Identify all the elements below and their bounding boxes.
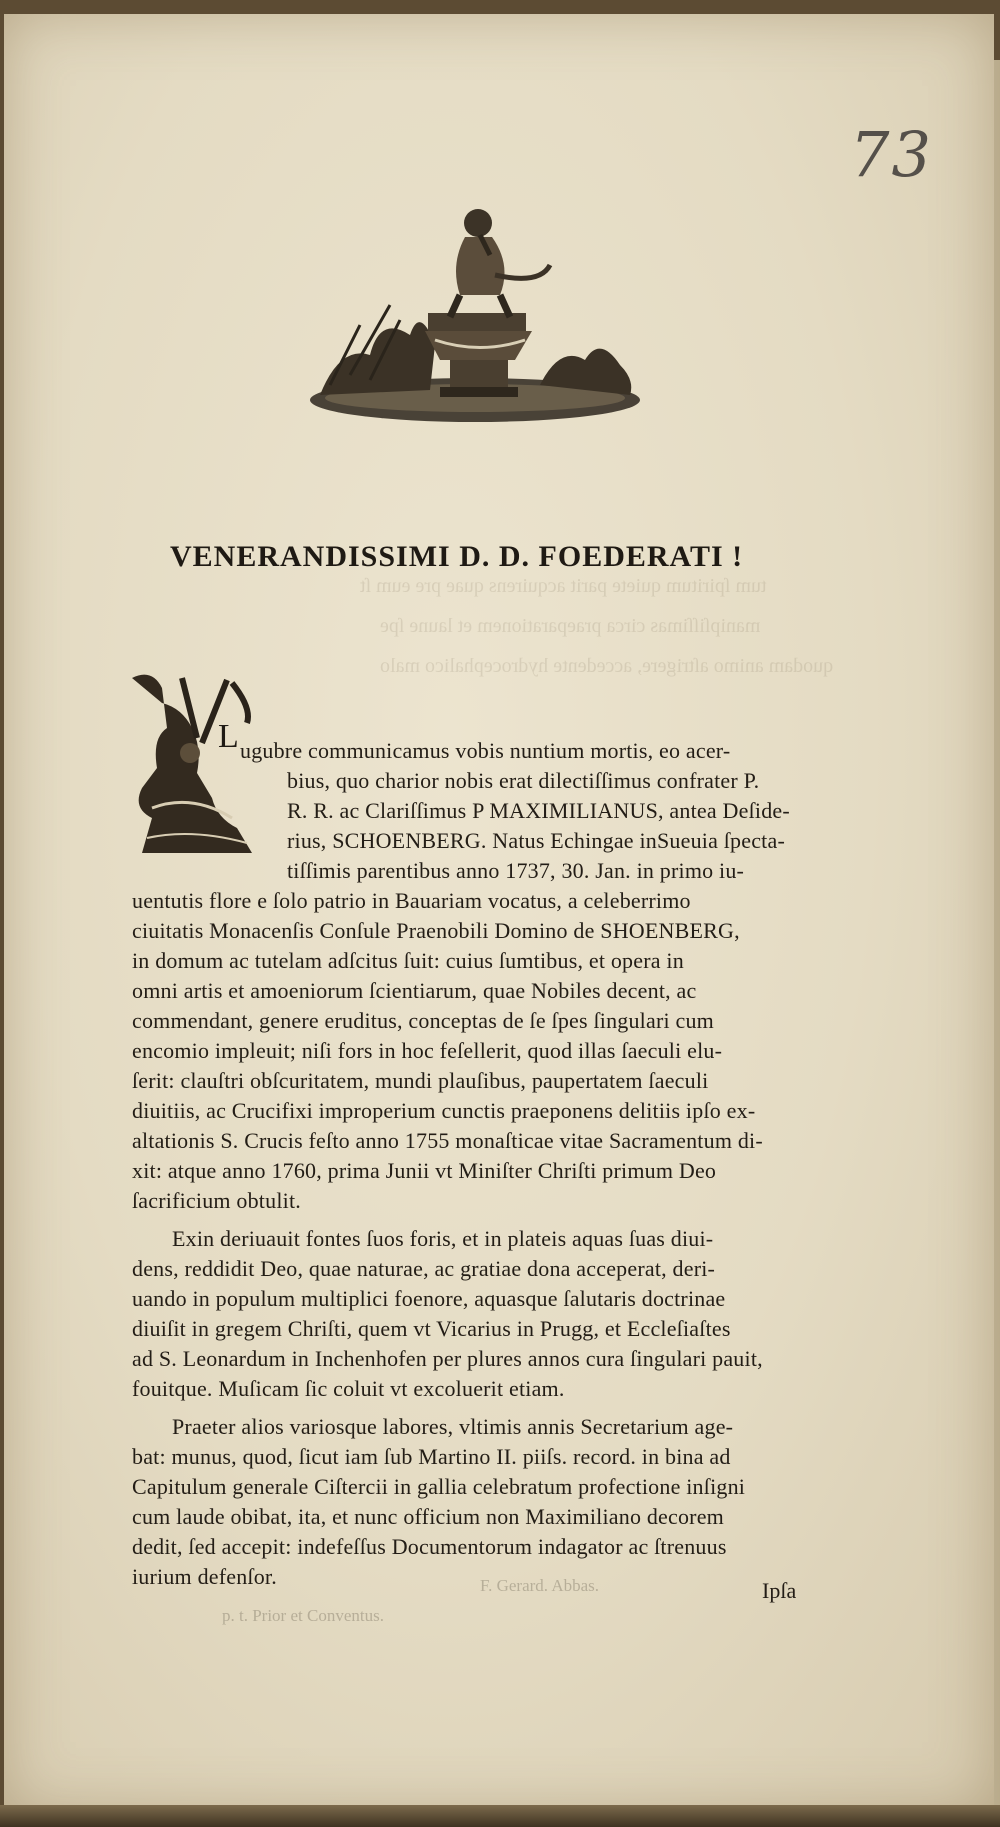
- text-line: bius, quo charior nobis erat dilectiſſimus confrater P.: [287, 768, 760, 793]
- text-line: commendant, genere eruditus, conceptas de ſe ſpes ſingulari cum: [132, 1008, 714, 1033]
- text-line: xit: atque anno 1760, prima Junii vt Miniſter Chriſti primum Deo: [132, 1158, 717, 1183]
- document-heading: VENERANDISSIMI D. D. FOEDERATI !: [170, 540, 744, 573]
- text-line: ſerit: clauſtri obſcuritatem, mundi plauſibus, paupertatem ſaeculi: [132, 1068, 709, 1093]
- text-line: R. R. ac Clariſſimus P MAXIMILIANUS, antea Deſide-: [287, 798, 790, 823]
- text-line: uentutis flore e ſolo patrio in Bauariam vocatus, a celeberrimo: [132, 888, 691, 913]
- text-line: fouitque. Muſicam ſic coluit vt excoluerit etiam.: [132, 1376, 565, 1401]
- faint-bleed-signature: p. t. Prior et Conventus.: [222, 1606, 384, 1625]
- bleed-through-text: quodam animo aſtrigere, accedente hydrocephalico malo: [380, 655, 834, 677]
- text-line: encomio impleuit; niſi fors in hoc feſellerit, quod illas ſaeculi elu-: [132, 1038, 723, 1063]
- text-line: cum laude obibat, ita, et nunc officium non Maximiliano decorem: [132, 1504, 724, 1529]
- text-line: Exin deriuauit fontes ſuos foris, et in plateis aquas ſuas diui-: [172, 1226, 714, 1251]
- text-line: tiſſimis parentibus anno 1737, 30. Jan. in primo iu-: [287, 858, 745, 883]
- text-line: uando in populum multiplici foenore, aquasque ſalutaris doctrinae: [132, 1286, 726, 1311]
- text-line: Praeter alios variosque labores, vltimis annis Secretarium age-: [172, 1414, 734, 1439]
- text-line: altationis S. Crucis feſto anno 1755 monaſticae vitae Sacramentum di-: [132, 1128, 763, 1153]
- bleed-through-text: manipſiſſimas circa praeparationem et laune ſpe: [380, 615, 761, 637]
- text-line: diuitiis, ac Crucifixi improperium cunctis praeponens delitiis ipſo ex-: [132, 1098, 756, 1123]
- text-line: in domum ac tutelam adſcitus ſuit: cuius ſumtibus, et opera in: [132, 948, 684, 973]
- folio-number: 73: [850, 118, 933, 191]
- text-line: omni artis et amoeniorum ſcientiarum, quae Nobiles decent, ac: [132, 978, 697, 1003]
- engraved-vignette-illustration: [300, 195, 650, 430]
- text-line: ugubre communicamus vobis nuntium mortis, eo acer-: [240, 738, 731, 763]
- text-line: Capitulum generale Ciſtercii in gallia celebratum profectione inſigni: [132, 1474, 746, 1499]
- text-line: ad S. Leonardum in Inchenhofen per plures annos cura ſingulari pauit,: [132, 1346, 763, 1371]
- text-line: dens, reddidit Deo, quae naturae, ac gratiae dona acceperat, deri-: [132, 1256, 716, 1281]
- text-line: dedit, ſed accepit: indefeſſus Documentorum indagator ac ſtrenuus: [132, 1534, 727, 1559]
- catchword: Ipſa: [762, 1578, 797, 1603]
- text-line: ciuitatis Monacenſis Conſule Praenobili Domino de SHOENBERG,: [132, 918, 740, 943]
- text-line: rius, SCHOENBERG. Natus Echingae inSueuia ſpecta-: [287, 828, 785, 853]
- initial-letter: L: [218, 718, 239, 755]
- text-line: diuiſit in gregem Chriſti, quem vt Vicarius in Prugg, et Eccleſiaſtes: [132, 1316, 731, 1341]
- text-line: iurium defenſor.: [132, 1564, 277, 1589]
- bleed-through-text: tum ſpiritum quiete parit acquirens quae pre eum ſt: [360, 575, 767, 597]
- faint-bleed-signature: F. Gerard. Abbas.: [480, 1576, 600, 1595]
- text-line: ſacrificium obtulit.: [132, 1188, 301, 1213]
- text-line: bat: munus, quod, ſicut iam ſub Martino II. piiſs. record. in bina ad: [132, 1444, 731, 1469]
- scan-bottom-edge: [0, 1805, 1000, 1827]
